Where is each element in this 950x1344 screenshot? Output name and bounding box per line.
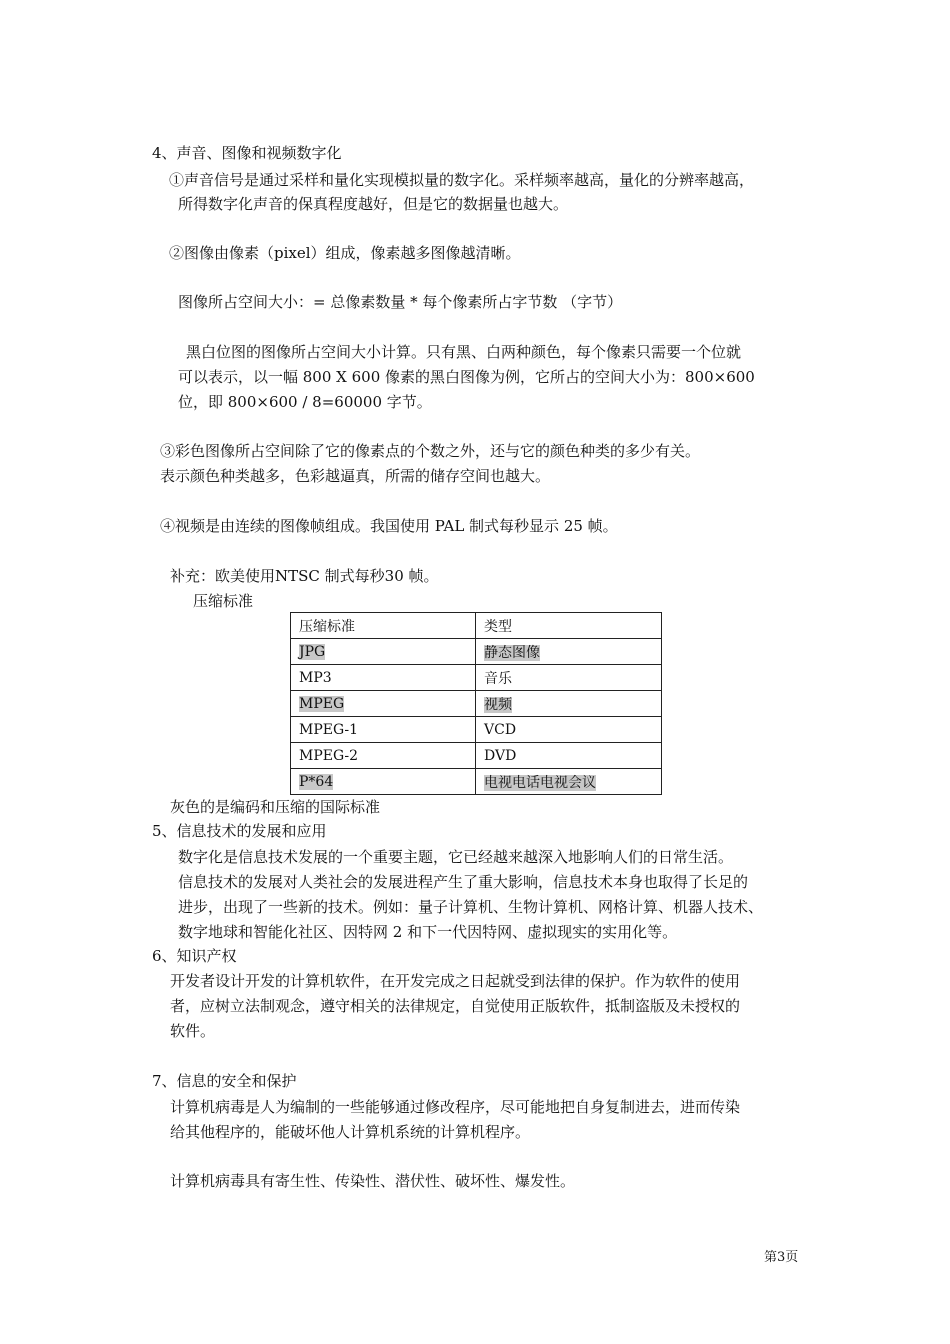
table-cell [476,665,662,691]
table-cell [476,691,662,717]
paragraph-video: ④视频是由连续的图像帧组成。我国使用 PAL 制式每秒显示 25 帧。 [160,517,618,535]
table-cell [291,639,476,665]
section-4-title: 4、声音、图像和视频数字化 [152,144,342,162]
paragraph-virus-traits: 计算机病毒具有寄生性、传染性、潜伏性、破坏性、爆发性。 [170,1172,576,1190]
image-size-formula: 图像所占空间大小：= 总像素数量 * 每个像素所占字节数 （字节） [178,293,623,311]
table-row [291,717,662,743]
table-cell [476,639,662,665]
cell-type: VCD [484,721,517,738]
paragraph-sound-line-1: ①声音信号是通过采样和量化实现模拟量的数字化。采样频率越高，量化的分辨率越高， [169,171,755,189]
cell-standard-highlighted: JPG [299,643,326,660]
paragraph-color-line-2: 表示颜色种类越多，色彩越逼真，所需的储存空间也越大。 [160,467,551,485]
header-type: 类型 [484,618,512,635]
table-cell [291,717,476,743]
table-cell [291,769,476,795]
table-cell [476,743,662,769]
paragraph-it-line-1: 数字化是信息技术发展的一个重要主题，它已经越来越深入地影响人们的日常生活。 [178,848,734,866]
table-cell [291,665,476,691]
paragraph-it-line-2: 信息技术的发展对人类社会的发展进程产生了重大影响，信息技术本身也取得了长足的 [178,873,749,891]
paragraph-virus-line-1: 计算机病毒是人为编制的一些能够通过修改程序，尽可能地把自身复制进去，进而传染 [170,1098,741,1116]
section-6-title: 6、知识产权 [152,947,237,965]
table-row [291,769,662,795]
paragraph-image-pixel: ②图像由像素（pixel）组成，像素越多图像越清晰。 [169,244,521,262]
paragraph-ip-line-2: 者，应树立法制观念，遵守相关的法律规定，自觉使用正版软件，抵制盗版及未授权的 [170,997,741,1015]
paragraph-ip-line-1: 开发者设计开发的计算机软件，在开发完成之日起就受到法律的保护。作为软件的使用 [170,972,741,990]
table-cell [476,717,662,743]
paragraph-sound-line-2: 所得数字化声音的保真程度越好，但是它的数据量也越大。 [178,195,569,213]
paragraph-bw-line-1: 黑白位图的图像所占空间大小计算。只有黑、白两种颜色，每个像素只需要一个位就 [186,343,742,361]
compression-table-wrapper [290,612,662,795]
cell-type-highlighted: 静态图像 [484,644,540,661]
paragraph-virus-line-2: 给其他程序的，能破坏他人计算机系统的计算机程序。 [170,1123,531,1141]
table-row [291,639,662,665]
table-row [291,665,662,691]
cell-type: 音乐 [484,670,512,687]
table-header-row [291,613,662,639]
compression-table [290,612,662,795]
table-row [291,743,662,769]
paragraph-it-line-3: 进步，出现了一些新的技术。例如：量子计算机、生物计算机、网格计算、机器人技术、 [178,898,764,916]
paragraph-ip-line-3: 软件。 [170,1022,216,1040]
cell-type-highlighted: 电视电话电视会议 [484,774,596,791]
cell-type-highlighted: 视频 [484,696,512,713]
table-row [291,691,662,717]
table-header-cell [291,613,476,639]
paragraph-bw-line-3: 位，即 800×600 / 8=60000 字节。 [178,393,432,411]
table-caption: 压缩标准 [193,592,254,610]
cell-type: DVD [484,747,517,764]
table-cell [476,769,662,795]
section-7-title: 7、信息的安全和保护 [152,1072,297,1090]
paragraph-it-line-4: 数字地球和智能化社区、因特网 2 和下一代因特网、虚拟现实的实用化等。 [178,923,678,941]
cell-standard: MPEG-1 [299,721,359,738]
header-standard: 压缩标准 [299,618,355,635]
cell-standard: MP3 [299,669,332,686]
paragraph-bw-line-2: 可以表示，以一幅 800 X 600 像素的黑白图像为例，它所占的空间大小为：800×600 [178,368,755,386]
page-number: 第3页 [764,1250,799,1265]
cell-standard: MPEG-2 [299,747,359,764]
paragraph-color-line-1: ③彩色图像所占空间除了它的像素点的个数之外，还与它的颜色种类的多少有关。 [160,442,701,460]
cell-standard-highlighted: P*64 [299,773,334,790]
table-note: 灰色的是编码和压缩的国际标准 [170,798,381,816]
table-cell [291,691,476,717]
table-cell [291,743,476,769]
table-header-cell [476,613,662,639]
paragraph-ntsc: 补充：欧美使用NTSC 制式每秒30 帧。 [170,567,439,585]
section-5-title: 5、信息技术的发展和应用 [152,822,327,840]
cell-standard-highlighted: MPEG [299,695,345,712]
